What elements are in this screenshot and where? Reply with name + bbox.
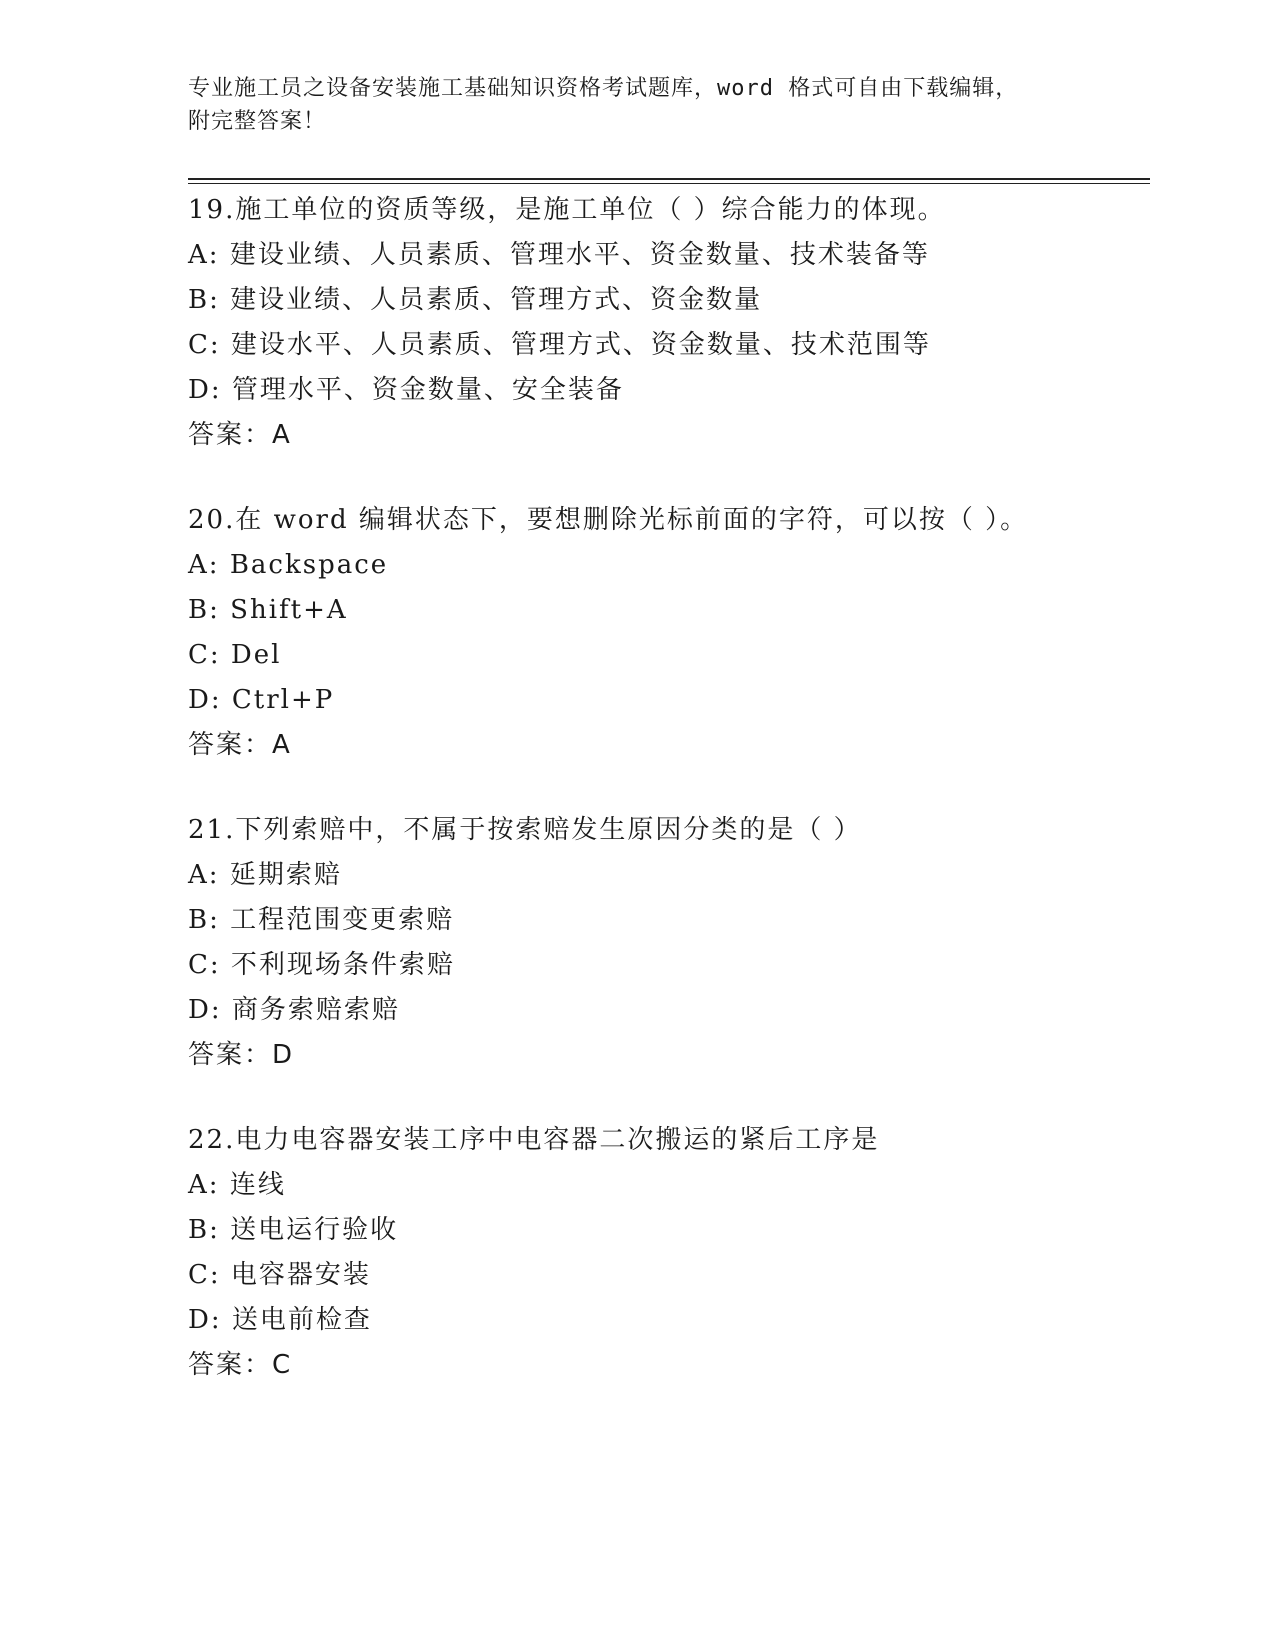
answer-value: C [272, 1350, 293, 1380]
header-rule-thick [188, 178, 1150, 180]
answer-label: 答案： [188, 730, 273, 760]
option-text: 连线 [229, 1170, 286, 1200]
option-a [188, 543, 1148, 588]
answer [188, 1033, 1148, 1078]
option-b [188, 898, 1148, 943]
option-label: A: [188, 860, 220, 890]
option-label: A: [188, 1170, 220, 1200]
option-d [188, 988, 1148, 1033]
option-text: 送电前检查 [231, 1305, 372, 1335]
answer-value: A [272, 420, 292, 450]
option-label: D: [188, 375, 222, 405]
question-number: 19. [188, 195, 236, 225]
option-b [188, 588, 1148, 633]
option-d [188, 1298, 1148, 1343]
option-label: B: [188, 285, 220, 315]
answer [188, 1343, 1148, 1388]
option-text: 不利现场条件索赔 [230, 950, 455, 980]
question-stem [188, 188, 1148, 233]
option-label: D: [188, 995, 222, 1025]
option-text: 建设业绩、人员素质、管理水平、资金数量、技术装备等 [229, 240, 930, 270]
question-number: 22. [188, 1125, 236, 1155]
option-text: 工程范围变更索赔 [230, 905, 455, 935]
option-text: 电容器安装 [230, 1260, 371, 1290]
header-line-2: 附完整答案！ [188, 109, 327, 134]
question-text: 施工单位的资质等级，是施工单位（ ）综合能力的体现。 [235, 195, 946, 225]
option-b [188, 278, 1148, 323]
question-number: 21. [188, 815, 236, 845]
option-c [188, 1253, 1148, 1298]
document-header [188, 72, 1088, 138]
question-list [188, 188, 1148, 1428]
option-label: C: [188, 1260, 221, 1290]
option-label: D: [188, 1305, 222, 1335]
option-label: C: [188, 330, 221, 360]
answer [188, 413, 1148, 458]
option-c [188, 633, 1148, 678]
option-text: 建设水平、人员素质、管理方式、资金数量、技术范围等 [230, 330, 931, 360]
question-19 [188, 188, 1148, 458]
question-stem [188, 808, 1148, 853]
header-rule-thin [188, 183, 1150, 184]
option-text: Backspace [229, 550, 389, 580]
option-label: B: [188, 1215, 220, 1245]
option-label: B: [188, 905, 220, 935]
header-line-1: 专业施工员之设备安装施工基础知识资格考试题库，word 格式可自由下载编辑， [188, 76, 1019, 101]
answer-label: 答案： [188, 1350, 273, 1380]
question-number: 20. [188, 505, 236, 535]
answer-label: 答案： [188, 420, 273, 450]
option-a [188, 1163, 1148, 1208]
option-text: 送电运行验收 [230, 1215, 399, 1245]
question-stem [188, 1118, 1148, 1163]
option-d [188, 678, 1148, 723]
option-text: 建设业绩、人员素质、管理方式、资金数量 [230, 285, 763, 315]
option-text: 管理水平、资金数量、安全装备 [231, 375, 624, 405]
question-text: 电力电容器安装工序中电容器二次搬运的紧后工序是 [235, 1125, 880, 1155]
option-c [188, 943, 1148, 988]
option-a [188, 233, 1148, 278]
option-label: C: [188, 950, 221, 980]
question-stem [188, 498, 1148, 543]
option-label: A: [188, 240, 220, 270]
option-text: Shift+A [230, 595, 348, 625]
option-text: Ctrl+P [231, 685, 335, 715]
question-20 [188, 498, 1148, 768]
answer-value: A [272, 730, 292, 760]
question-22 [188, 1118, 1148, 1388]
option-text: 延期索赔 [229, 860, 342, 890]
question-21 [188, 808, 1148, 1078]
option-label: D: [188, 685, 222, 715]
option-c [188, 323, 1148, 368]
option-a [188, 853, 1148, 898]
answer [188, 723, 1148, 768]
option-text: Del [230, 640, 282, 670]
option-label: A: [188, 550, 220, 580]
option-label: C: [188, 640, 221, 670]
option-d [188, 368, 1148, 413]
answer-value: D [272, 1040, 295, 1070]
answer-label: 答案： [188, 1040, 273, 1070]
question-text: 在 word 编辑状态下，要想删除光标前面的字符，可以按（ ）。 [235, 505, 1029, 535]
option-text: 商务索赔索赔 [231, 995, 400, 1025]
option-b [188, 1208, 1148, 1253]
option-label: B: [188, 595, 220, 625]
question-text: 下列索赔中，不属于按索赔发生原因分类的是（ ） [235, 815, 862, 845]
